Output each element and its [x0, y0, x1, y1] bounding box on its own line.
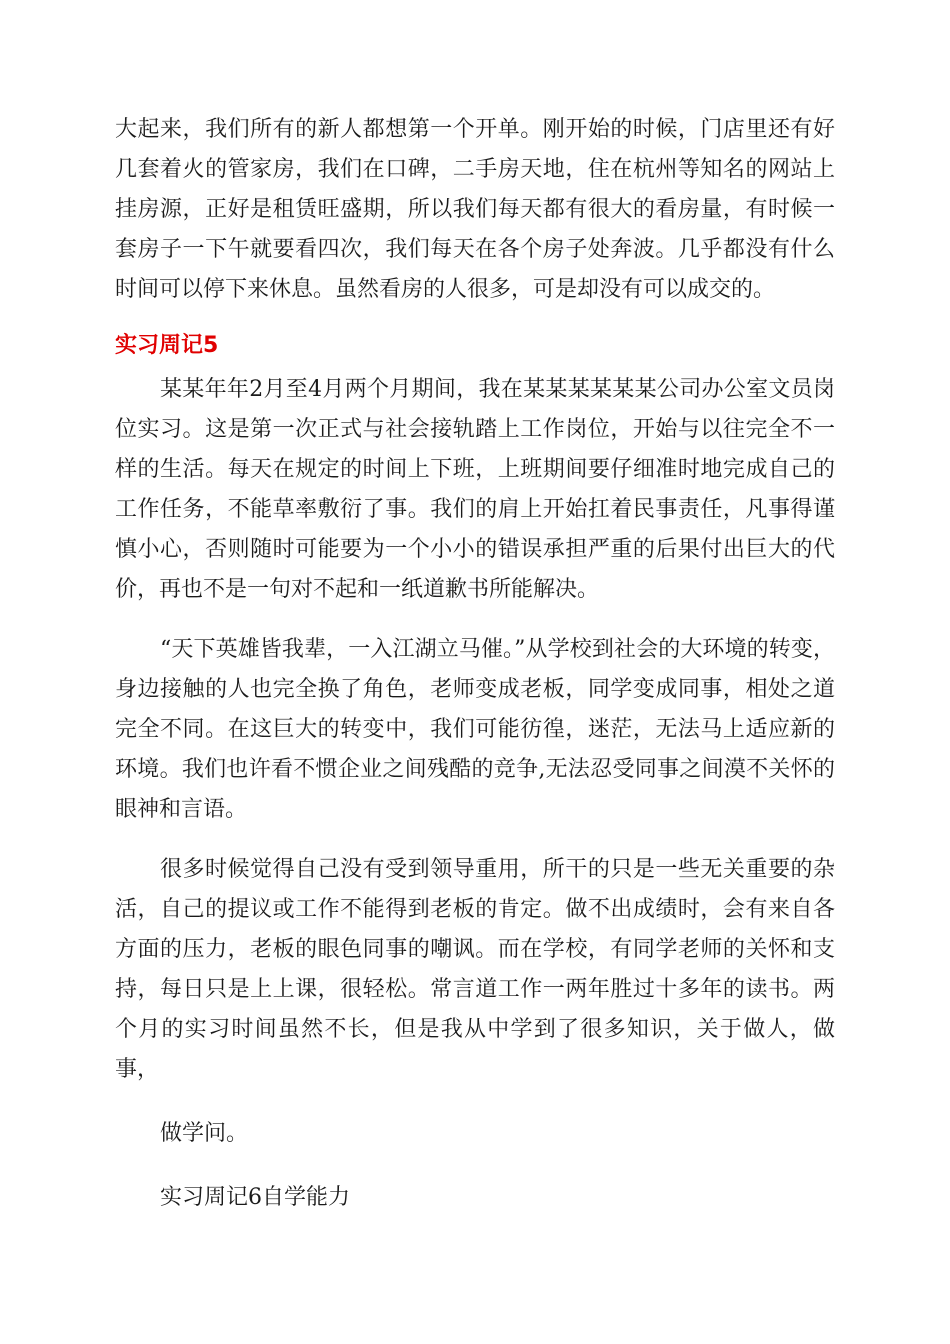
- section-heading: 实习周记5: [115, 333, 219, 358]
- paragraph: 做学问。: [160, 1121, 249, 1146]
- paragraph: 实习周记6自学能力: [160, 1185, 350, 1210]
- paragraph-continued: 大起来，我们所有的新人都想第一个开单。刚开始的时候，门店里还有好几套着火的管家房，我们在口碑，二手房天地，住在杭州等知名的网站上挂房源，正好是租赁旺盛期，所以我们每天都有很大的看房量，有时候一套房子一下午就要看四次，我们每天在各个房子处奔波。几乎都没有什么时间可以停下来休息。虽然看房的人很多，可是却没有可以成交的。: [115, 117, 835, 302]
- paragraph: 某某年年2月至4月两个月期间，我在某某某某某某公司办公室文员岗位实习。这是第一次正式与社会接轨踏上工作岗位，开始与以往完全不一样的生活。每天在规定的时间上下班，上班期间要仔细准时地完成自己的工作任务，不能草率敷衍了事。我们的肩上开始扛着民事责任，凡事得谨慎小心，否则随时可能要为一个小小的错误承担严重的后果付出巨大的代价，再也不是一句对不起和一纸道歉书所能解决。: [115, 377, 835, 602]
- paragraph: 很多时候觉得自己没有受到领导重用，所干的只是一些无关重要的杂活，自己的提议或工作不能得到老板的肯定。做不出成绩时，会有来自各方面的压力，老板的眼色同事的嘲讽。而在学校，有同学老师的关怀和支持，每日只是上上课，很轻松。常言道工作一两年胜过十多年的读书。两个月的实习时间虽然不长，但是我从中学到了很多知识，关于做人，做事，: [115, 857, 835, 1082]
- document-body: [115, 110, 835, 1218]
- paragraph: “天下英雄皆我辈，一入江湖立马催。”从学校到社会的大环境的转变，身边接触的人也完全换了角色，老师变成老板，同学变成同事，相处之道完全不同。在这巨大的转变中，我们可能彷徨，迷茫，无法马上适应新的环境。我们也许看不惯企业之间残酷的竞争,无法忍受同事之间漠不关怀的眼神和言语。: [115, 637, 835, 822]
